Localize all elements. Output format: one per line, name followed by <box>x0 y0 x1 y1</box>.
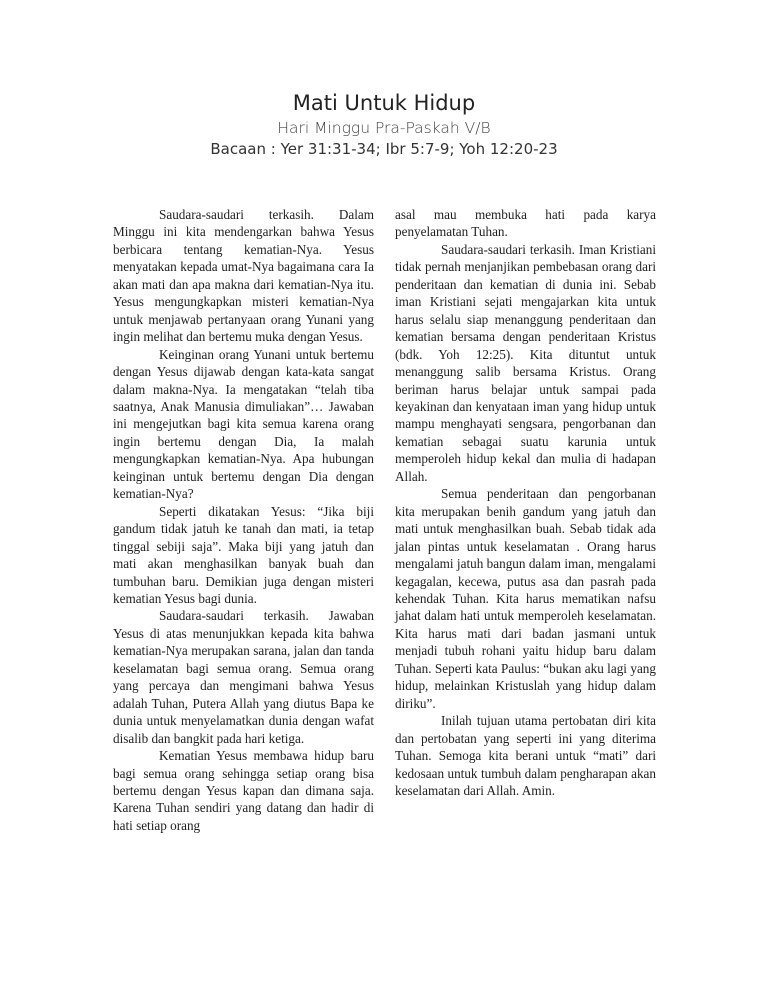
page-subtitle: Hari Minggu Pra-Paskah V/B <box>277 119 491 137</box>
paragraph: Saudara-saudari terkasih. Iman Kristiani tidak pernah menjanjikan pembebasan orang dari penderitaan dan kematian di dunia ini. Sebab iman Kristiani sejati mengajarkan kita untuk harus selalu siap menanggung penderitaan dan kematian bersama dengan penderitaan Kristus (bdk. Yoh 12:25). Kita dituntut untuk menanggung salib bersama Kristus. Orang beriman harus belajar untuk sampai pada keyakinan dan kenyataan iman yang hidup untuk mampu menghayati sengsara, pengorbanan dan kematian sebagai suatu karunia untuk memperoleh hidup kekal dan mulia di hadapan Allah. <box>395 241 656 484</box>
paragraph: Seperti dikatakan Yesus: “Jika biji gandum tidak jatuh ke tanah dan mati, ia tetap tinggal sebiji saja”. Maka biji yang jatuh dan mati akan menghasilkan banyak buah dan tumbuhan baru. Demikian juga dengan misteri kematian Yesus bagi dunia. <box>113 503 374 606</box>
page-title: Mati Untuk Hidup <box>292 91 476 115</box>
paragraph: Kematian Yesus membawa hidup baru bagi semua orang sehingga setiap orang bisa bertemu dengan Yesus kapan dan dimana saja. Karena Tuhan sendiri yang datang dan hadir di hati setiap orang <box>113 748 374 833</box>
paragraph-continuation: asal mau membuka hati pada karya penyelamatan Tuhan. <box>395 207 656 240</box>
right-column <box>395 206 656 799</box>
paragraph: Inilah tujuan utama pertobatan diri kita dan pertobatan yang seperti ini yang diterima Tuhan. Semoga kita berani untuk “mati” dari kedosaan untuk tumbuh dalam pengharapan akan keselamatan dari Allah. Amin. <box>395 713 656 798</box>
paragraph: Saudara-saudari terkasih. Dalam Minggu ini kita mendengarkan bahwa Yesus berbicara tentang kematian-Nya. Yesus menyatakan kepada umat-Nya bagaimana cara Ia akan mati dan apa makna dari kematian-Nya itu. Yesus mengungkapkan misteri kematian-Nya untuk menjawab pertanyaan orang Yunani yang ingin melihat dan bertemu muka dengan Yesus. <box>113 207 374 345</box>
left-column <box>113 206 374 834</box>
paragraph: Keinginan orang Yunani untuk bertemu dengan Yesus dijawab dengan kata-kata sangat dalam makna-Nya. Ia mengatakan “telah tiba saatnya, Anak Manusia dimuliakan”… Jawaban ini mengejutkan bagi kita semua karena orang ingin bertemu dengan Dia, Ia malah mengungkapkan kematian-Nya. Apa hubungan keinginan untuk bertemu dengan Dia dengan kematian-Nya? <box>113 346 374 502</box>
paragraph: Semua penderitaan dan pengorbanan kita merupakan benih gandum yang jatuh dan mati untuk menghasilkan buah. Sebab tidak ada jalan pintas untuk keselamatan . Orang harus mengalami jatuh bangun dalam iman, mengalami kegagalan, kecewa, putus asa dan pasrah pada kehendak Tuhan. Kita harus mematikan nafsu jahat dalam hati untuk memperoleh keselamatan. Kita harus mati dari badan jasmani untuk menjadi tubuh rohani yaitu hidup baru dalam Tuhan. Seperti kata Paulus: “bukan aku lagi yang hidup, melainkan Kristuslah yang hidup dalam diriku”. <box>395 486 656 711</box>
document-header <box>0 88 768 160</box>
paragraph: Saudara-saudari terkasih. Jawaban Yesus di atas menunjukkan kepada kita bahwa kematian-Nya merupakan sarana, jalan dan tanda keselamatan bagi semua orang. Semua orang yang percaya dan mengimani bahwa Yesus adalah Tuhan, Putera Allah yang diutus Bapa ke dunia untuk menyelamatkan dunia dengan wafat disalib dan bangkit pada hari ketiga. <box>113 608 374 746</box>
bible-reading: Bacaan : Yer 31:31-34; Ibr 5:7-9; Yoh 12:20-23 <box>210 140 558 158</box>
